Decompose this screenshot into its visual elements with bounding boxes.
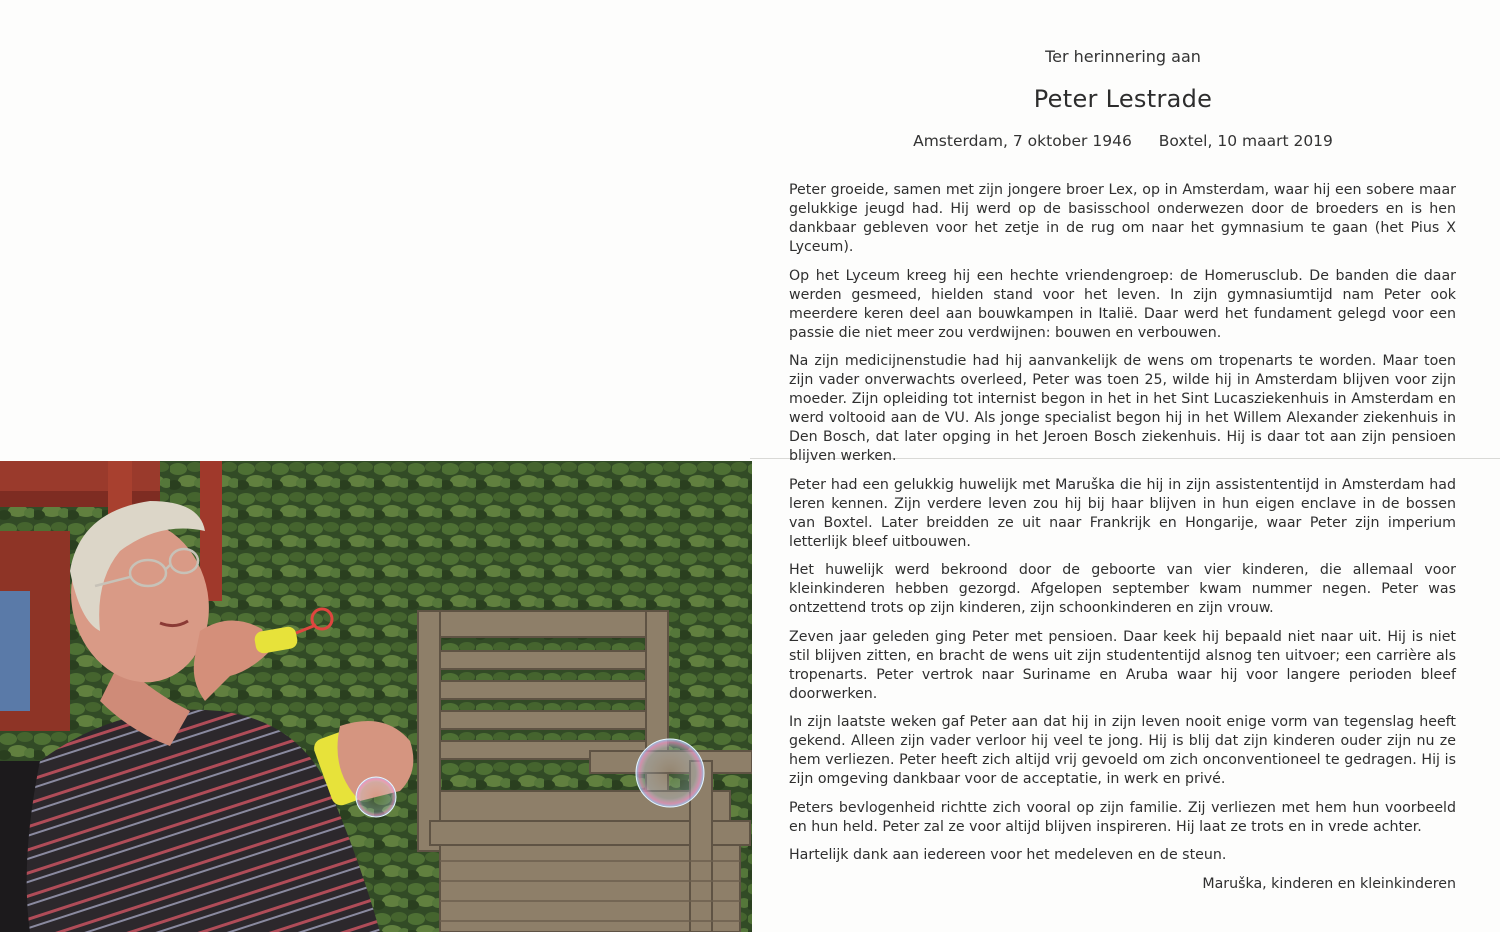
closing-thanks: Hartelijk dank aan iedereen voor het medeleven en de steun. bbox=[789, 847, 1227, 863]
paragraph-marriage: Peter had een gelukkig huwelijk met Maruška die hij in zijn assistententijd in Amsterdam had leren kennen. Zijn verdere leven zou hij bij haar blijven in hun eigen enclave in de bossen van Boxtel. Later breidden ze uit naar Frankrijk en Hongarije, waar Peter zijn imperium letterlijk bleef uitbouwen. bbox=[789, 476, 1456, 550]
paragraph-children: Het huwelijk werd bekroond door de geboorte van vier kinderen, die allemaal voor kleinkinderen hebben gezorgd. Afgelopen september kwam nummer negen. Peter was ontzettend trots op zijn kinderen, zijn schoonkinderen en zijn vrouw. bbox=[789, 562, 1456, 616]
memorial-text bbox=[789, 181, 1456, 903]
memorial-photo bbox=[0, 461, 752, 932]
paragraph-lyceum: Op het Lyceum kreeg hij een hechte vriendengroep: de Homerusclub. De banden die daar werden gesmeed, hielden stand voor het leven. In zijn gymnasiumtijd nam Peter ook meerdere keren deel aan bouwkampen in Italië. Daar werd het fundament gelegd voor een passie die niet meer zou verdwijnen: bouwen en verbouwen. bbox=[789, 267, 1456, 341]
paragraph-last-weeks: In zijn laatste weken gaf Peter aan dat hij in zijn leven nooit enige vorm van tegenslag heeft gekend. Alleen zijn vader verloor hij veel te jong. Hij is blij dat zijn kinderen ouder zijn nu ze hem verliezen. Peter heeft zich altijd vrij gevoeld om zich onconventioneel te gedragen. Hij is zijn omgeving dankbaar voor de acceptatie, in werk en privé. bbox=[789, 714, 1456, 787]
signoff: Maruška, kinderen en kleinkinderen bbox=[1202, 875, 1456, 892]
life-dates bbox=[900, 132, 1346, 150]
paragraph-youth: Peter groeide, samen met zijn jongere broer Lex, op in Amsterdam, waar hij een sobere maar gelukkige jeugd had. Hij werd op de basisschool onderwezen door de broeders en is hen dankbaar gebleven voor het zetje in de rug om naar het gymnasium te gaan (het Pius X Lyceum). bbox=[789, 182, 1456, 255]
paragraph-career: Na zijn medicijnenstudie had hij aanvankelijk de wens om tropenarts te worden. Maar toen zijn vader onverwachts overleed, Peter was toen 25, wilde hij in Amsterdam blijven voor zijn moeder. Zijn opleiding tot internist begon in het in het Sint Lucasziekenhuis in Amsterdam en werd voltooid aan de VU. Als jonge specialist begon hij in het Willem Alexander ziekenhuis in Den Bosch, dat later opging in het Jeroen Bosch ziekenhuis. Hij is daar tot aan zijn pensioen blijven werken. bbox=[789, 353, 1456, 464]
death-date: Boxtel, 10 maart 2019 bbox=[1158, 132, 1333, 150]
paragraph-family: Peters bevlogenheid richtte zich vooral op zijn familie. Zij verliezen met hem hun voorbeeld en hun held. Peter zal ze voor altijd blijven inspireren. Hij laat ze trots en in vrede achter. bbox=[789, 799, 1456, 835]
birth-date: Amsterdam, 7 oktober 1946 bbox=[913, 132, 1132, 150]
paragraph-retirement: Zeven jaar geleden ging Peter met pensioen. Daar keek hij bepaald niet naar uit. Hij is niet stil blijven zitten, en bracht de wens uit zijn studententijd alsnog ten uitvoer; een carrière als tropenarts. Peter vertrok naar Suriname en Aruba waar hij voor langere perioden bleef doorwerken. bbox=[789, 628, 1456, 702]
deceased-name: Peter Lestrade bbox=[1033, 85, 1213, 113]
intro-line: Ter herinnering aan bbox=[1045, 47, 1201, 66]
